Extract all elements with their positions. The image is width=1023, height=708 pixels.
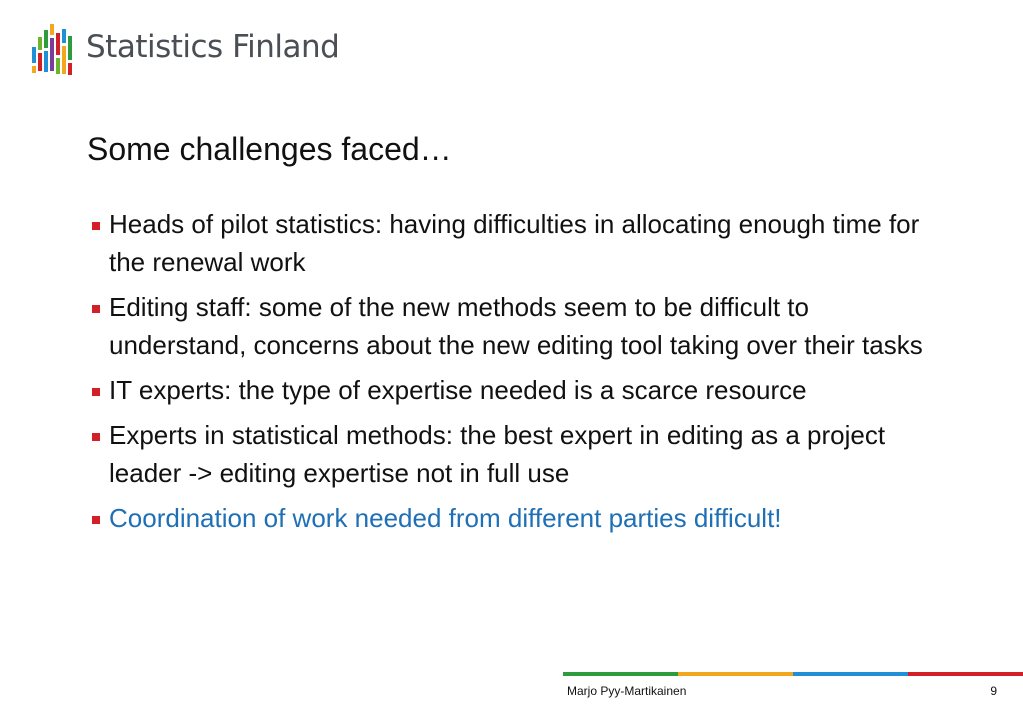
square-bullet-icon	[92, 222, 100, 230]
footer-color-bar	[563, 672, 1023, 676]
bullet-text-highlight: Coordination of work needed from different parties difficult!	[109, 503, 782, 533]
bullet-item	[87, 416, 947, 492]
footer-bar-segment-red	[908, 672, 1023, 676]
bullet-item	[87, 205, 947, 281]
bullet-item	[87, 499, 947, 537]
bullet-item	[87, 288, 947, 364]
bullet-item	[87, 371, 947, 409]
logo-mark-icon	[30, 22, 76, 80]
bullet-text: Editing staff: some of the new methods seem to be difficult to understand, concerns about the new editing tool taking over their tasks	[109, 292, 923, 360]
slide-title: Some challenges faced…	[87, 131, 452, 167]
logo-text: Statistics Finland	[86, 29, 340, 65]
square-bullet-icon	[92, 388, 100, 396]
page-number: 9	[990, 684, 997, 698]
square-bullet-icon	[92, 433, 100, 441]
bullet-text: IT experts: the type of expertise needed is a scarce resource	[109, 375, 807, 405]
footer-author: Marjo Pyy-Martikainen	[567, 684, 687, 698]
footer-bar-segment-yellow	[678, 672, 793, 676]
bullet-text: Heads of pilot statistics: having difficulties in allocating enough time for the renewal work	[109, 209, 920, 277]
statistics-finland-logo	[30, 22, 340, 80]
square-bullet-icon	[92, 305, 100, 313]
footer-bar-segment-blue	[793, 672, 908, 676]
bullet-list	[87, 205, 947, 544]
footer-bar-segment-green	[563, 672, 678, 676]
bullet-text: Experts in statistical methods: the best expert in editing as a project leader -> editing expertise not in full use	[109, 420, 886, 488]
square-bullet-icon	[92, 516, 100, 524]
